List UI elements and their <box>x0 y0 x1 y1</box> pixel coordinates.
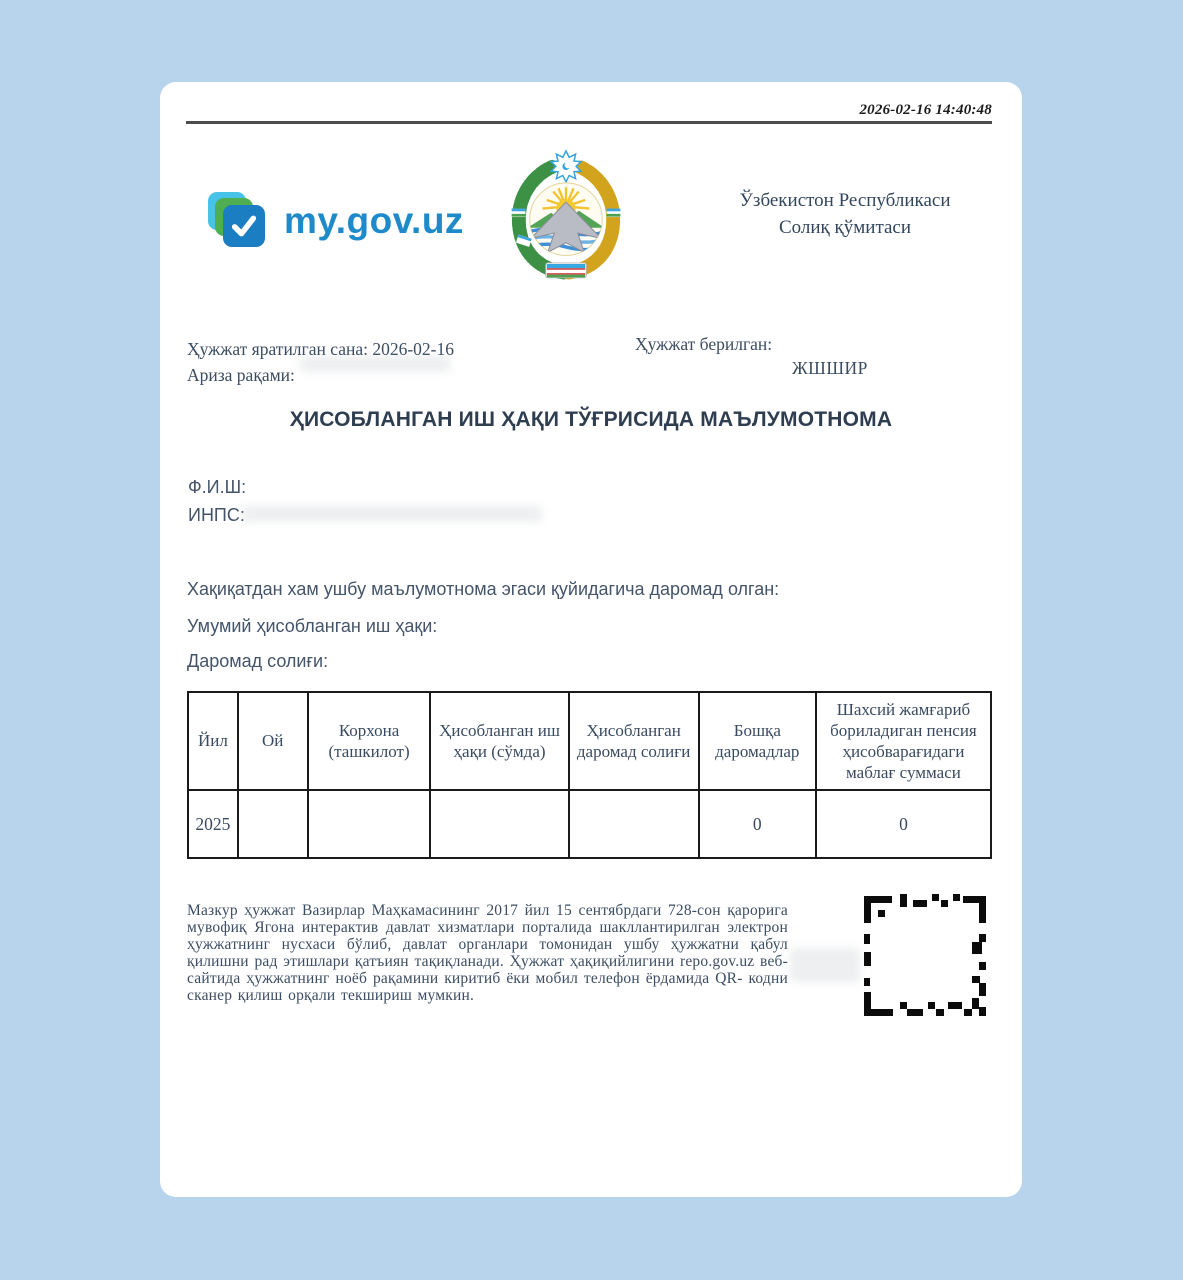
organization-line2: Солиқ қўмитаси <box>778 216 912 238</box>
created-date-value: 2026-02-16 <box>372 339 454 359</box>
redacted-application-number <box>300 356 450 372</box>
column-header: Ҳисобланган даромад солиғи <box>569 692 699 790</box>
header-divider <box>186 121 992 124</box>
person-info <box>188 474 246 530</box>
document-title: ҲИСОБЛАНГАН ИШ ҲАҚИ ТЎҒРИСИДА МАЪЛУМОТНОМА <box>289 408 893 431</box>
table-cell: 0 <box>816 790 991 858</box>
verification-text: Мазкур ҳужжат Вазирлар Маҳкамасининг 2017 йил 15 сентябрдаги 728-сон қарорига мувофиқ Ягона интерактив давлат хизматлари порталида шакллантирилган электрон ҳужжатнинг нусхаси бўлиб, давлат органлари томонидан ушбу ҳужжатни қабул қилишни рад этишлари қатъиян тақиқланади. Ҳужжат ҳақиқийлигини repo.gov.uz веб-сайтида ҳужжатнинг ноёб рақамини киритиб ёки мобил телефон ёрдамида QR- кодни сканер қилиш орқали текшириш мумкин. <box>187 902 788 1005</box>
statement-income-tax: Даромад солиғи: <box>187 651 329 671</box>
mygov-logo-text: my.gov.uz <box>284 200 464 241</box>
emblem-star <box>551 151 581 182</box>
salary-table <box>187 691 992 859</box>
mygov-logo <box>208 192 464 250</box>
column-header: Йил <box>188 692 238 790</box>
column-header: Шахсий жамғариб бориладиган пенсия ҳисобварағидаги маблағ суммаси <box>816 692 991 790</box>
document-card <box>160 82 1022 1197</box>
mygov-logo-icon <box>208 192 268 250</box>
statement-intro: Хақиқатдан хам ушбу маълумотнома эгаси қуйидагича даромад олган: <box>187 579 780 599</box>
column-header: Корхона (ташкилот) <box>308 692 431 790</box>
redacted-area-near-qr <box>790 948 860 982</box>
column-header: Бошқа даромадлар <box>699 692 816 790</box>
pinfl-label: ЖШШИР <box>792 358 868 378</box>
organization-line1: Ўзбекистон Республикаси <box>739 190 951 211</box>
column-header: Ҳисобланган иш ҳақи (сўмда) <box>430 692 568 790</box>
application-number-label: Ариза рақами: <box>187 365 295 386</box>
table-cell: 0 <box>699 790 816 858</box>
table-cell <box>308 790 431 858</box>
created-date-label: Ҳужжат яратилган сана: <box>187 339 368 359</box>
redacted-inps-value <box>242 506 542 522</box>
table-cell <box>569 790 699 858</box>
uzbekistan-coat-of-arms <box>502 146 630 286</box>
full-name-label: Ф.И.Ш: <box>188 477 247 497</box>
qr-code <box>860 890 990 1025</box>
issued-to-label: Ҳужжат берилган: <box>635 334 773 354</box>
print-timestamp: 2026-02-16 14:40:48 <box>859 102 992 118</box>
table-cell <box>430 790 568 858</box>
emblem-ribbon <box>546 263 587 278</box>
inps-label: ИНПС: <box>188 504 245 525</box>
column-header: Ой <box>238 692 308 790</box>
checkmark-icon <box>227 209 261 243</box>
statement-total-salary: Умумий ҳисобланган иш ҳақи: <box>187 616 438 636</box>
table-row <box>188 790 991 858</box>
logo-square-blue <box>223 205 265 247</box>
table-cell: 2025 <box>188 790 238 858</box>
organization-name <box>700 188 990 241</box>
table-cell <box>238 790 308 858</box>
